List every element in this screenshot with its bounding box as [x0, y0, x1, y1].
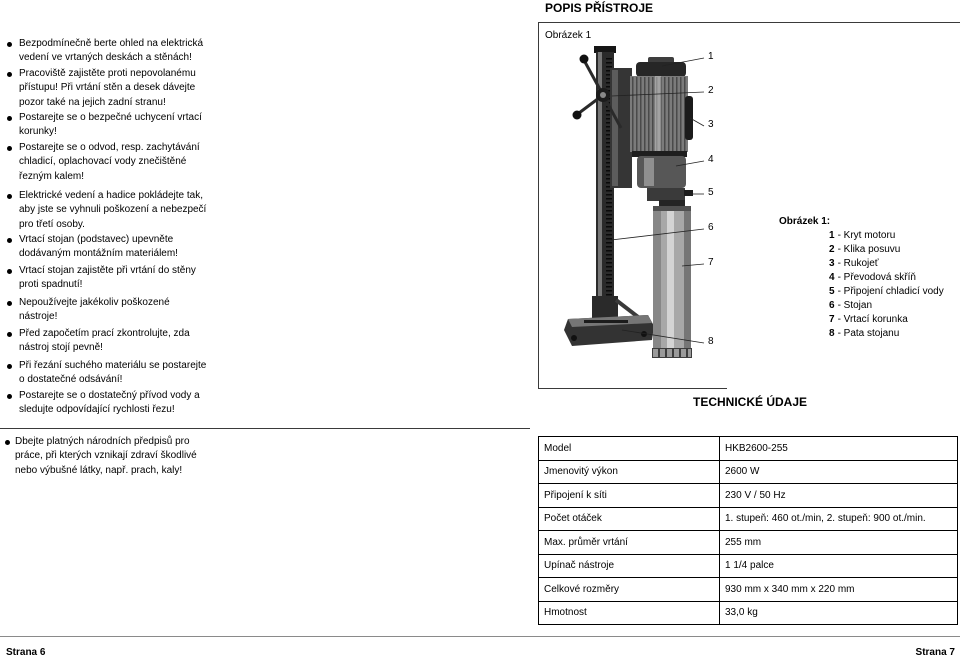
note-line: Před započetím prací zkontrolujte, zda: [19, 327, 190, 339]
legend-number: 8: [829, 328, 835, 339]
legend-item: [779, 243, 944, 257]
list-item: [19, 111, 202, 140]
spec-value: 1 1/4 palce: [720, 554, 958, 578]
water-connection: [647, 188, 693, 207]
bullet-icon: [7, 269, 12, 274]
legend-number: 5: [829, 286, 835, 297]
legend-label: - Kryt motoru: [837, 230, 896, 241]
list-item: [19, 141, 200, 185]
bullet-icon: [7, 146, 12, 151]
callout-number: 8: [708, 336, 714, 347]
note-line: proti spadnutí!: [19, 279, 83, 291]
page-number-right: Strana 7: [915, 647, 955, 658]
bullet-icon: [7, 394, 12, 399]
figure-frame-left: [538, 22, 539, 388]
legend-number: 6: [829, 300, 835, 311]
list-item: [19, 327, 190, 356]
table-row: [539, 531, 958, 555]
figure-caption: Obrázek 1: [545, 30, 592, 41]
note-line: nebo výbušné látky, např. prach, kaly!: [15, 464, 183, 476]
legend-title: Obrázek 1:: [779, 216, 831, 227]
table-row: [539, 484, 958, 508]
legend-number: 4: [829, 272, 835, 283]
gearbox: [632, 151, 687, 188]
note-line: Nepoužívejte jakékoliv poškozené: [19, 296, 170, 308]
header-rule: [538, 22, 960, 23]
note-line: korunky!: [19, 126, 57, 138]
spec-value: 930 mm x 340 mm x 220 mm: [720, 578, 958, 602]
callout-number: 5: [708, 187, 714, 198]
legend-label: - Stojan: [837, 300, 873, 311]
legend-item: [779, 257, 944, 271]
note-line: přístupu! Při vrtání stěn a desek dávejte: [19, 82, 196, 94]
legend-item: [779, 327, 944, 341]
table-row: [539, 507, 958, 531]
stand-base: [564, 296, 654, 346]
table-row: [539, 554, 958, 578]
note-line: dodávaným montážním materiálem!: [19, 248, 178, 260]
footer-rule: [0, 636, 960, 637]
callout-number: 6: [708, 222, 714, 233]
grip-handle: [685, 96, 693, 140]
bullet-icon: [7, 332, 12, 337]
note-line: Postarejte se o bezpečné uchycení vrtací: [19, 111, 202, 123]
regulations-note: [15, 435, 197, 479]
spec-label: Celkové rozměry: [539, 578, 720, 602]
note-line: Vrtací stojan (podstavec) upevněte: [19, 233, 174, 245]
spec-label: Max. průměr vrtání: [539, 531, 720, 555]
spec-label: Hmotnost: [539, 601, 720, 625]
note-line: Při řezání suchého materiálu se postarejte: [19, 359, 207, 371]
callout-number: 3: [708, 119, 714, 130]
bullet-icon: [5, 440, 10, 445]
note-line: Pracoviště zajistěte proti nepovolanému: [19, 67, 196, 79]
spec-label: Model: [539, 437, 720, 461]
legend-item: [779, 285, 944, 299]
core-bit: [652, 206, 692, 358]
legend-label: - Klika posuvu: [837, 244, 901, 255]
spec-label: Upínač nástroje: [539, 554, 720, 578]
spec-label: Počet otáček: [539, 507, 720, 531]
figure-legend: [779, 215, 944, 341]
note-line: nástroje!: [19, 311, 58, 323]
bullet-icon: [7, 72, 12, 77]
bullet-icon: [7, 301, 12, 306]
section-title: POPIS PŘÍSTROJE: [545, 1, 654, 15]
legend-number: 3: [829, 258, 835, 269]
callout-number: 7: [708, 257, 714, 268]
note-line: pozor také na jejich zadní stranu!: [19, 96, 166, 108]
list-item: [19, 67, 196, 111]
spec-value: 1. stupeň: 460 ot./min, 2. stupeň: 900 ot./min.: [720, 507, 958, 531]
spec-value: 230 V / 50 Hz: [720, 484, 958, 508]
note-line: pro třetí osoby.: [19, 218, 85, 230]
technical-data-table: [538, 436, 958, 625]
callout-number: 1: [708, 51, 714, 62]
note-line: Postarejte se o dostatečný přívod vody a: [19, 389, 200, 401]
legend-number: 1: [829, 230, 835, 241]
drill-stand-illustration: [540, 40, 726, 370]
list-item: [19, 359, 206, 388]
legend-label: - Připojení chladicí vody: [837, 286, 944, 297]
spec-value: 33,0 kg: [720, 601, 958, 625]
spec-label: Jmenovitý výkon: [539, 460, 720, 484]
note-line: Elektrické vedení a hadice pokládejte tak,: [19, 189, 203, 201]
spec-label: Připojení k síti: [539, 484, 720, 508]
bullet-icon: [7, 238, 12, 243]
legend-label: - Vrtací korunka: [837, 314, 908, 325]
note-line: Bezpodmínečně berte ohled na elektrická: [19, 37, 204, 49]
table-row: [539, 578, 958, 602]
motor-housing: [630, 57, 688, 152]
note-line: Vrtací stojan zajistěte při vrtání do stěny: [19, 264, 196, 276]
note-line: o dostatečné odsávání!: [19, 374, 123, 386]
note-line: práce, při kterých vznikají zdraví škodlivé: [15, 450, 197, 462]
list-item: [19, 389, 200, 418]
bullet-icon: [7, 194, 12, 199]
legend-label: - Pata stojanu: [837, 328, 900, 339]
table-row: [539, 601, 958, 625]
list-item: [19, 264, 196, 293]
note-line: sledujte odpovídající rychlosti řezu!: [19, 404, 175, 416]
spec-value: 255 mm: [720, 531, 958, 555]
figure-frame-bottom: [538, 388, 727, 389]
legend-label: - Převodová skříň: [837, 272, 916, 283]
note-line: Postarejte se o odvod, resp. zachytávání: [19, 141, 200, 153]
legend-item: [779, 299, 944, 313]
spec-value: HKB2600-255: [720, 437, 958, 461]
callout-number: 2: [708, 85, 714, 96]
bullet-icon: [7, 364, 12, 369]
table-row: [539, 460, 958, 484]
list-item: [19, 189, 206, 233]
section-divider: [0, 428, 530, 429]
bullet-icon: [7, 116, 12, 121]
bullet-icon: [7, 42, 12, 47]
spec-value: 2600 W: [720, 460, 958, 484]
list-item: [19, 37, 203, 66]
page-number-left: Strana 6: [6, 647, 46, 658]
note-line: Dbejte platných národních předpisů pro: [15, 435, 190, 447]
note-line: vedení ve vrtaných deskách a stěnách!: [19, 52, 192, 64]
table-row: [539, 437, 958, 461]
legend-label: - Rukojeť: [837, 258, 879, 269]
legend-number: 2: [829, 244, 835, 255]
legend-item: [779, 313, 944, 327]
note-line: aby jste se vyhnuli poškození a nebezpečí: [19, 204, 207, 216]
technical-data-title: TECHNICKÉ ÚDAJE: [693, 395, 808, 409]
list-item: [19, 296, 170, 325]
legend-item: [779, 271, 944, 285]
legend-item: [779, 229, 944, 243]
list-item: [19, 233, 178, 262]
note-line: řezným kalem!: [19, 170, 85, 182]
note-line: nástroj stojí pevně!: [19, 342, 103, 354]
callout-number: 4: [708, 154, 714, 165]
note-line: chladicí, oplachovací vody znečištěné: [19, 156, 187, 168]
legend-number: 7: [829, 314, 835, 325]
